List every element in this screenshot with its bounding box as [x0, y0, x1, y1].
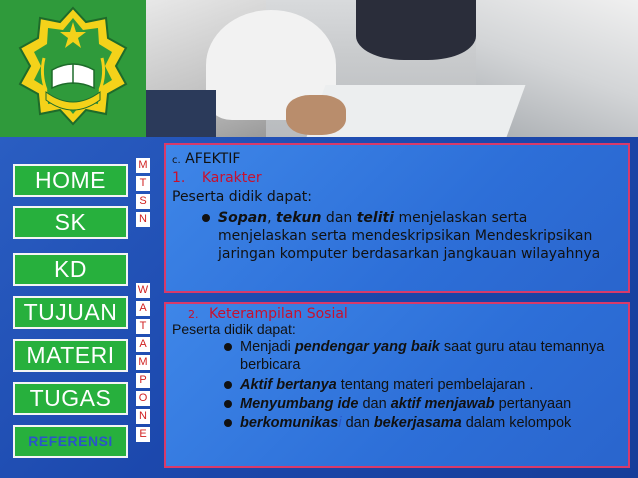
- bullet-emphasis-blue: i: [338, 415, 342, 431]
- vertical-letter: W: [137, 284, 149, 296]
- bullet-icon: [224, 419, 232, 427]
- nav-tugas-button[interactable]: TUGAS: [13, 382, 128, 415]
- vertical-letter: T: [136, 176, 150, 191]
- bullet-text: Menjadi: [240, 339, 295, 355]
- nav-kd-button[interactable]: KD: [13, 253, 128, 286]
- bullet-icon: [202, 214, 210, 222]
- sosial-panel: [164, 302, 630, 468]
- karakter-bullet-line3: jaringan komputer berdasarkan jangkauan wilayahnya: [218, 246, 601, 262]
- sosial-bullet-4: [224, 415, 571, 431]
- bullet-emphasis: pendengar yang baik: [294, 339, 440, 355]
- karakter-intro: Peserta didik dapat:: [172, 189, 312, 205]
- bullet-word: tekun: [276, 210, 322, 226]
- vertical-letter: M: [136, 158, 150, 173]
- karakter-bullet: [202, 210, 527, 226]
- karakter-title: Karakter: [201, 170, 262, 186]
- sosial-bullet-1: [224, 339, 604, 355]
- sosial-heading: [188, 306, 348, 322]
- vertical-letter: O: [136, 391, 150, 406]
- bullet-text: saat guru atau temannya: [439, 339, 605, 355]
- bullet-emphasis: aktif menjawab: [390, 396, 495, 412]
- bullet-text: ,: [267, 210, 277, 226]
- nav-sk-button[interactable]: SK: [13, 206, 128, 239]
- bullet-icon: [224, 400, 232, 408]
- afektif-panel: [164, 143, 630, 293]
- bullet-emphasis: berkomunikas: [240, 415, 339, 431]
- bullet-icon: [224, 343, 232, 351]
- bullet-word: teliti: [356, 210, 395, 226]
- vertical-letter: N: [136, 212, 150, 227]
- afektif-heading: [172, 151, 240, 167]
- bullet-text: dan: [358, 396, 391, 412]
- vertical-letter: T: [136, 319, 150, 334]
- bullet-word: Sopan: [218, 210, 268, 226]
- header-banner: [0, 0, 638, 137]
- sosial-intro: Peserta didik dapat:: [172, 321, 296, 337]
- sosial-bullet-3: [224, 396, 571, 412]
- sosial-number: 2.: [188, 308, 199, 321]
- bullet-text: pertanyaan: [494, 396, 572, 412]
- karakter-number: 1.: [172, 170, 186, 186]
- bullet-text: dan: [341, 415, 374, 431]
- afektif-prefix: c.: [172, 155, 181, 166]
- nav-materi-button[interactable]: MATERI: [13, 339, 128, 372]
- sosial-bullet-1-line2: berbicara: [240, 357, 301, 373]
- header-photo: [146, 0, 638, 137]
- nav-referensi-button[interactable]: REFERENSI: [13, 425, 128, 458]
- vertical-text-mtsn: [136, 158, 152, 230]
- bullet-emphasis: Menyumbang ide: [240, 396, 359, 412]
- bullet-text: dan: [321, 210, 357, 226]
- bullet-icon: [224, 381, 232, 389]
- sosial-title: Keterampilan Sosial: [208, 306, 348, 322]
- nav-home-button[interactable]: HOME: [13, 164, 128, 197]
- bullet-text: menjelaskan serta: [394, 210, 528, 226]
- vertical-letter: N: [136, 409, 150, 424]
- bullet-emphasis: Aktif bertanya: [240, 377, 337, 393]
- afektif-title: AFEKTIF: [185, 151, 241, 167]
- vertical-letter: A: [136, 301, 150, 316]
- bullet-text: dalam kelompok: [461, 415, 572, 431]
- vertical-letter: E: [136, 427, 150, 442]
- bullet-text: tentang materi pembelajaran .: [336, 377, 534, 393]
- bullet-emphasis: bekerjasama: [373, 415, 462, 431]
- nav-tujuan-button[interactable]: TUJUAN: [13, 296, 128, 329]
- vertical-text-watampone: [136, 283, 152, 445]
- sosial-bullet-2: [224, 377, 533, 393]
- karakter-heading: [172, 170, 262, 186]
- vertical-letter: S: [136, 194, 150, 209]
- kemenag-logo: [0, 0, 146, 137]
- vertical-letter: A: [136, 337, 150, 352]
- vertical-letter: P: [136, 373, 150, 388]
- logo-area: [0, 0, 146, 137]
- vertical-letter: M: [136, 355, 150, 370]
- karakter-bullet-line2: menjelaskan serta mendeskripsikan Mendeskripsikan: [218, 228, 593, 244]
